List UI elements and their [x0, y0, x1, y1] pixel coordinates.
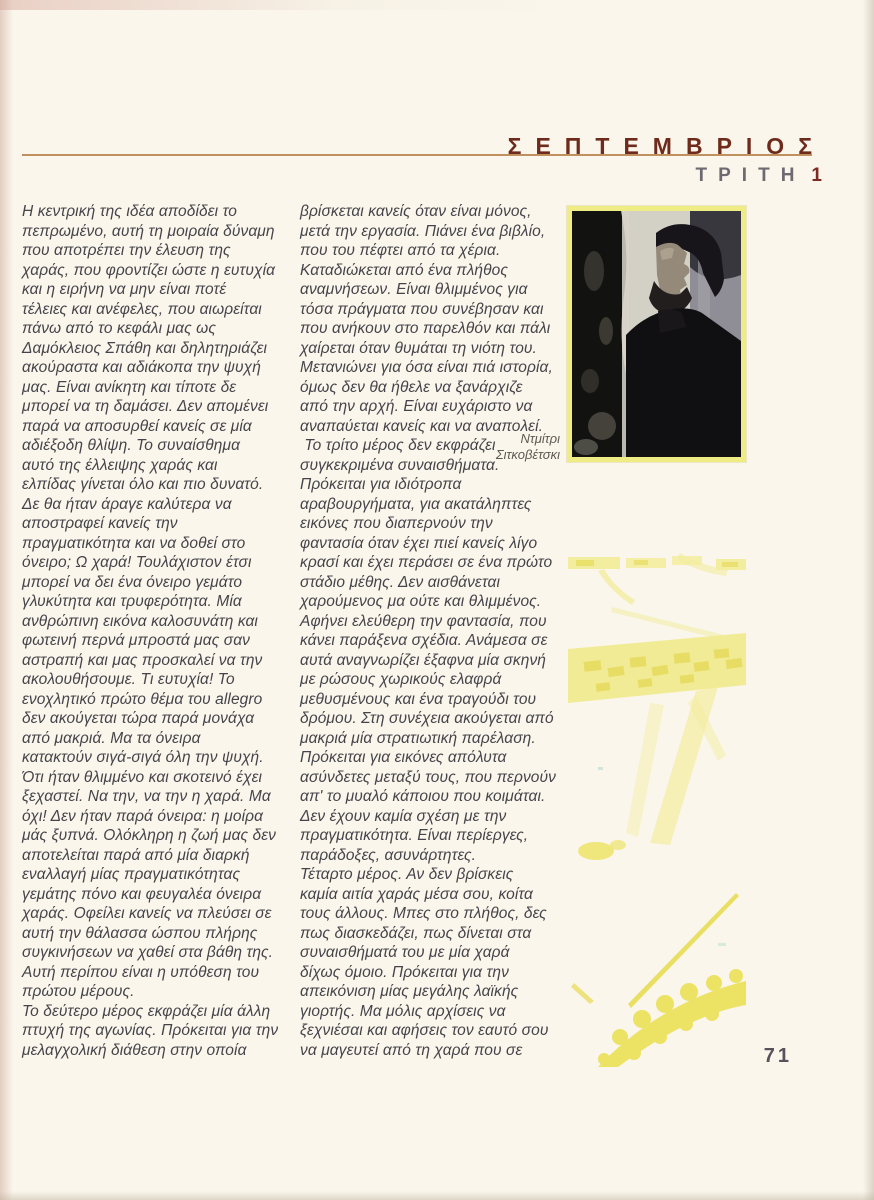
- text-line: αδιέξοδη θλίψη. Το συναίσθημα: [22, 437, 241, 454]
- text-line: τους άλλους. Μπες στο πλήθος, δες: [300, 905, 547, 922]
- text-line: αυτό της έλλειψης χαράς και: [22, 456, 218, 474]
- text-line: χαράς, που φροντίζει ώστε η ευτυχία: [22, 261, 276, 279]
- text-line: Ότι ήταν θλιμμένο και σκοτεινό έχει: [22, 768, 263, 786]
- text-line: Πρόκειται για εικόνες απόλυτα: [300, 749, 507, 766]
- text-line: όνειρο; Ω χαρά! Τουλάχιστον έτσι: [22, 554, 252, 571]
- text-line: Δε θα ήταν άραγε καλύτερα να: [22, 495, 232, 513]
- text-line: δίχως όμοιο. Πρόκειται για την: [300, 963, 509, 981]
- text-line: Σιτκοβέτσκι: [495, 446, 560, 462]
- text-line: αναπαύεται κανείς και να αναπολεί.: [300, 417, 544, 435]
- text-line: δρόμου. Στη συνέχεια ακούγεται από: [300, 710, 554, 727]
- text-line: πτυχή της αγωνίας. Πρόκειται για την: [22, 1022, 279, 1039]
- text-line: παρά να αποσυρθεί κανείς σε μία: [22, 417, 252, 435]
- text-line: Καταδιώκεται από ένα πλήθος: [300, 261, 509, 279]
- text-line: αυτή την θάλασσα ώσπου πλήρης: [22, 924, 258, 942]
- text-line: από μακριά. Μα τα όνειρα: [22, 729, 201, 747]
- text-line: αστραπή και μας προσκαλεί να την: [22, 651, 263, 669]
- text-line: ελπίδας γίνεται όλο και πιο δυνατό.: [22, 476, 264, 493]
- article-column-right: [300, 202, 568, 1060]
- day-label: ΤΡΙΤΗ: [695, 165, 806, 186]
- text-line: από την αρχή. Είναι ευχάριστο να: [300, 398, 533, 415]
- text-line: Μετανιώνει για όσα είναι πιά ιστορία,: [300, 359, 553, 376]
- text-line: ακούραστα και αδιάκοπα την ψυχή: [22, 359, 261, 376]
- text-line: πεπρωμένο, αυτή τη μοιραία δύναμη: [22, 222, 275, 240]
- text-line: μεθυσμένους και ένα τραγούδι του: [300, 690, 537, 708]
- text-line: απ' το μυαλό κάποιου που κοιμάται.: [300, 788, 546, 805]
- day-number: 1: [811, 165, 824, 186]
- text-line: συγκινήσεων να χαθεί στα βάθη της.: [22, 944, 274, 961]
- text-line: με ρώσους χωρικούς ελαφρά: [300, 671, 502, 688]
- text-line: μπορεί να δει ένα όνειρο γεμάτο: [22, 573, 243, 591]
- text-line: ασύνδετες μεταξύ τους, που περνούν: [300, 768, 556, 786]
- text-line: φωτεινή περνά μπροστά μας σαν: [22, 632, 250, 649]
- scan-edge-right: [863, 0, 874, 1200]
- text-line: πως διασκεδάζει, πως δίνεται στα: [300, 924, 532, 942]
- text-line: πραγματικότητα και να δοθεί στο: [22, 534, 246, 552]
- text-line: χαρούμενος μα ούτε και θλιμμένος.: [300, 593, 542, 610]
- text-line: μελαγχολική διάθεση στην οποία: [22, 1041, 247, 1059]
- text-line: δεν ακούγεται τώρα παρά μονάχα: [22, 710, 255, 727]
- text-line: φαντασία όταν έχει πιεί κανείς λίγο: [300, 534, 538, 552]
- text-line: αποτελείται παρά από μία διαρκή: [22, 846, 250, 864]
- text-line: ακολουθήσουμε. Τι ευτυχία! Το: [22, 671, 235, 688]
- text-line: ξεχνιέσαι και αφήσεις τον εαυτό σου: [300, 1022, 549, 1039]
- date-line: [696, 165, 824, 187]
- text-line: συναισθήματά του με μία χαρά: [300, 944, 510, 961]
- page-number: 71: [763, 1045, 792, 1067]
- text-line: Δαμόκλειος Σπάθη και δηλητηριάζει: [22, 339, 268, 357]
- text-line: αποστραφεί κανείς την: [22, 515, 178, 532]
- text-line: να μαγευτεί από τη χαρά που σε: [300, 1041, 523, 1059]
- text-line: κατακτούν σιγά-σιγά όλη την ψυχή.: [22, 749, 264, 766]
- photo-caption: [400, 431, 560, 462]
- text-line: όχι! Δεν ήταν παρά όνειρα: η μοίρα: [22, 807, 264, 825]
- text-line: όμως δεν θα ήθελε να ξανάρχιζε: [300, 378, 523, 396]
- text-line: μας. Είναι ανίκητη και τίποτε δε: [22, 378, 237, 396]
- text-line: συγκεκριμένα συναισθήματα.: [300, 456, 500, 474]
- text-line: Η κεντρική της ιδέα αποδίδει το: [22, 203, 238, 220]
- text-line: πάνω από το κεφάλι μας ως: [22, 320, 216, 337]
- text-line: βρίσκεται κανείς όταν είναι μόνος,: [300, 203, 532, 220]
- scan-edge-left: [0, 0, 13, 1200]
- text-line: ενοχλητικό πρώτο θέμα του allegro: [22, 690, 263, 708]
- text-line: μπορεί να τη δαμάσει. Δεν απομένει: [22, 398, 269, 415]
- text-line: τόσα πράγματα που συνέβησαν και: [300, 300, 544, 318]
- page-title-month: ΣΕΠΤΕΜΒΡΙΟΣ: [507, 133, 826, 159]
- text-line: χαίρεται όταν θυμάται τη νιότη του.: [300, 339, 537, 357]
- text-line: Πρόκειται για ιδιότροπα: [300, 476, 462, 493]
- text-line: μάς ξυπνά. Ολόκληρη η ζωή μας δεν: [22, 827, 277, 844]
- ghost-violin-image: [568, 545, 746, 1067]
- text-line: στάδιο μέθης. Δεν αισθάνεται: [300, 573, 501, 591]
- text-line: Το τρίτο μέρος δεν εκφράζει: [300, 437, 496, 454]
- text-line: γιορτής. Μα μόλις αρχίσεις να: [300, 1002, 506, 1020]
- text-line: Αυτή περίπου είναι η υπόθεση του: [22, 963, 260, 981]
- text-line: Τέταρτο μέρος. Αν δεν βρίσκεις: [300, 866, 514, 883]
- text-line: εναλλαγή μίας πραγματικότητας: [22, 866, 241, 883]
- text-line: κρασί και έχει περάσει σε ένα πρώτο: [300, 554, 553, 571]
- text-line: ανθρώπινη εικόνα καλοσυνάτη και: [22, 612, 258, 630]
- text-line: χαράς. Οφείλει κανείς να πλεύσει σε: [22, 905, 272, 922]
- text-line: Το δεύτερο μέρος εκφράζει μία άλλη: [22, 1002, 271, 1020]
- text-line: καμία αιτία χαράς μέσα σου, κοίτα: [300, 885, 533, 903]
- text-line: που ανήκουν στο παρελθόν και πάλι: [300, 320, 551, 337]
- text-line: Δεν έχουν καμία σχέση με την: [300, 807, 507, 825]
- text-line: πραγματικότητα. Είναι περίεργες,: [300, 827, 529, 844]
- text-line: Ντμίτρι: [520, 431, 560, 446]
- text-line: αναμνήσεων. Είναι θλιμμένος για: [300, 281, 528, 298]
- text-line: που αποτρέπει την έλευση της: [22, 242, 231, 259]
- text-line: παράδοξες, ασυνάρτητες.: [300, 846, 477, 864]
- portrait-photo: [567, 206, 746, 462]
- text-line: γεμάτης πόνο και φευγαλέα όνειρα: [22, 885, 262, 903]
- article-column-left: [22, 202, 302, 1060]
- text-line: απεικόνιση μίας μεγάλης λαϊκής: [300, 983, 519, 1000]
- portrait-photo-image: [572, 211, 741, 457]
- text-line: και η ειρήνη να μην είναι ποτέ: [22, 281, 227, 298]
- text-line: γλυκύτητα και τρυφερότητα. Μία: [22, 593, 242, 610]
- decorative-ghost-artwork: [568, 545, 746, 1067]
- text-line: μακριά μία στρατιωτική παρέλαση.: [300, 729, 536, 747]
- text-line: αραβουργήματα, για ακατάληπτες: [300, 495, 532, 513]
- text-line: εικόνες που διαπερνούν την: [300, 515, 493, 532]
- text-line: που του πέφτει από τα χέρια.: [300, 242, 501, 259]
- text-line: μετά την εργασία. Πιάνει ένα βιβλίο,: [300, 222, 546, 240]
- text-line: πρώτου μέρους.: [22, 983, 135, 1000]
- scan-edge-bottom: [0, 1191, 874, 1200]
- text-line: τέλειες και ανέφελες, που αιωρείται: [22, 300, 262, 318]
- text-line: αυτά αναγνωρίζει έξαφνα μία σκηνή: [300, 651, 547, 669]
- text-line: κάνει παράξενα σχέδια. Ανάμεσα σε: [300, 632, 548, 649]
- text-line: Αφήνει ελεύθερη την φαντασία, που: [300, 612, 547, 630]
- text-line: ξεχαστεί. Να την, να την η χαρά. Μα: [22, 788, 271, 805]
- scan-edge-top: [0, 0, 874, 10]
